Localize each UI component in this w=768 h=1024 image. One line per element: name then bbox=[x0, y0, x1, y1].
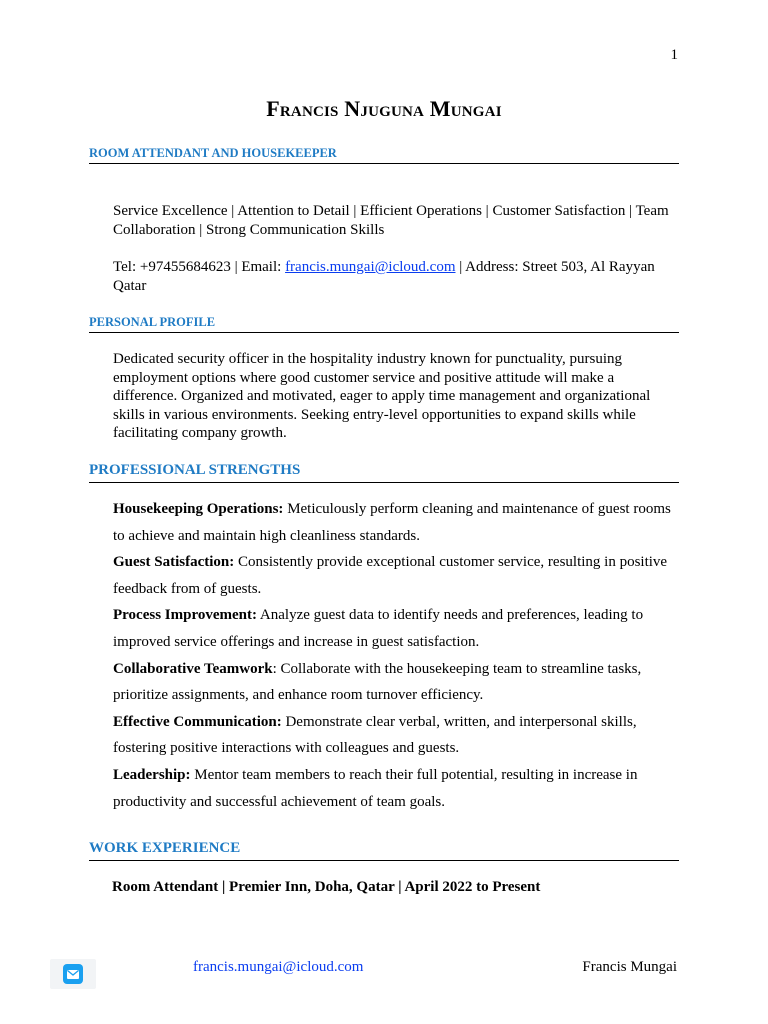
strength-text: Meticulously perform cleaning and maintenance of guest rooms to achieve and maintain high cleanliness standards. bbox=[113, 501, 671, 544]
contact-line bbox=[113, 258, 679, 295]
candidate-name: Francis Njuguna Mungai bbox=[266, 96, 502, 121]
strength-text: Analyze guest data to identify needs and preferences, leading to improved service offerings and increase in guest satisfaction. bbox=[113, 607, 644, 650]
strengths-list bbox=[113, 496, 679, 815]
strength-label: Guest Satisfaction: bbox=[113, 554, 235, 571]
strength-label: Effective Communication: bbox=[113, 713, 282, 730]
strengths-heading: PROFESSIONAL STRENGTHS bbox=[89, 462, 679, 483]
footer-email[interactable]: francis.mungai@icloud.com bbox=[193, 959, 364, 975]
page-number: 1 bbox=[670, 47, 678, 63]
contact-address: | Address: Street 503, Al Rayyan Qatar bbox=[113, 259, 655, 294]
strength-item bbox=[113, 656, 679, 709]
job-entry-title: Room Attendant | Premier Inn, Doha, Qatar | April 2022 to Present bbox=[112, 879, 541, 895]
strength-item bbox=[113, 762, 679, 815]
strength-text: : Collaborate with the housekeeping team to streamline tasks, prioritize assignments, and enhance room turnover efficiency. bbox=[113, 660, 642, 704]
strength-item bbox=[113, 602, 679, 655]
strength-label: Process Improvement: bbox=[113, 607, 257, 624]
job-title-heading: ROOM ATTENDANT AND HOUSEKEEPER bbox=[89, 146, 679, 164]
experience-heading: WORK EXPERIENCE bbox=[89, 840, 679, 861]
strength-label: Collaborative Teamwork bbox=[113, 660, 273, 677]
contact-tel: Tel: +97455684623 | Email: bbox=[113, 259, 286, 275]
strength-item bbox=[113, 496, 679, 549]
skills-line: Service Excellence | Attention to Detail | Efficient Operations | Customer Satisfaction | Team Collaboration | Strong Communication Skills bbox=[113, 203, 669, 238]
strength-label: Leadership: bbox=[113, 766, 191, 783]
profile-heading: PERSONAL PROFILE bbox=[89, 315, 679, 333]
strength-text: Mentor team members to reach their full potential, resulting in increase in productivity and successful achievement of team goals. bbox=[113, 766, 638, 810]
strength-item bbox=[113, 549, 679, 602]
strength-text: Consistently provide exceptional customer service, resulting in positive feedback from of guests. bbox=[113, 554, 668, 597]
email-link[interactable]: francis.mungai@icloud.com bbox=[285, 259, 456, 275]
profile-text: Dedicated security officer in the hospitality industry known for punctuality, pursuing employment options where good customer service and positive attitude will make a difference. Organized and motivated, eager to apply time management and organizational skills in various environments. Seeking entry-level opportunities to expand skills while facilitating company growth. bbox=[113, 351, 651, 442]
strength-label: Housekeeping Operations: bbox=[113, 501, 284, 517]
strength-text: Demonstrate clear verbal, written, and interpersonal skills, fostering positive interactions with colleagues and guests. bbox=[113, 713, 637, 757]
mail-icon[interactable] bbox=[50, 959, 96, 989]
footer-name: Francis Mungai bbox=[582, 959, 677, 975]
strength-item bbox=[113, 709, 679, 762]
